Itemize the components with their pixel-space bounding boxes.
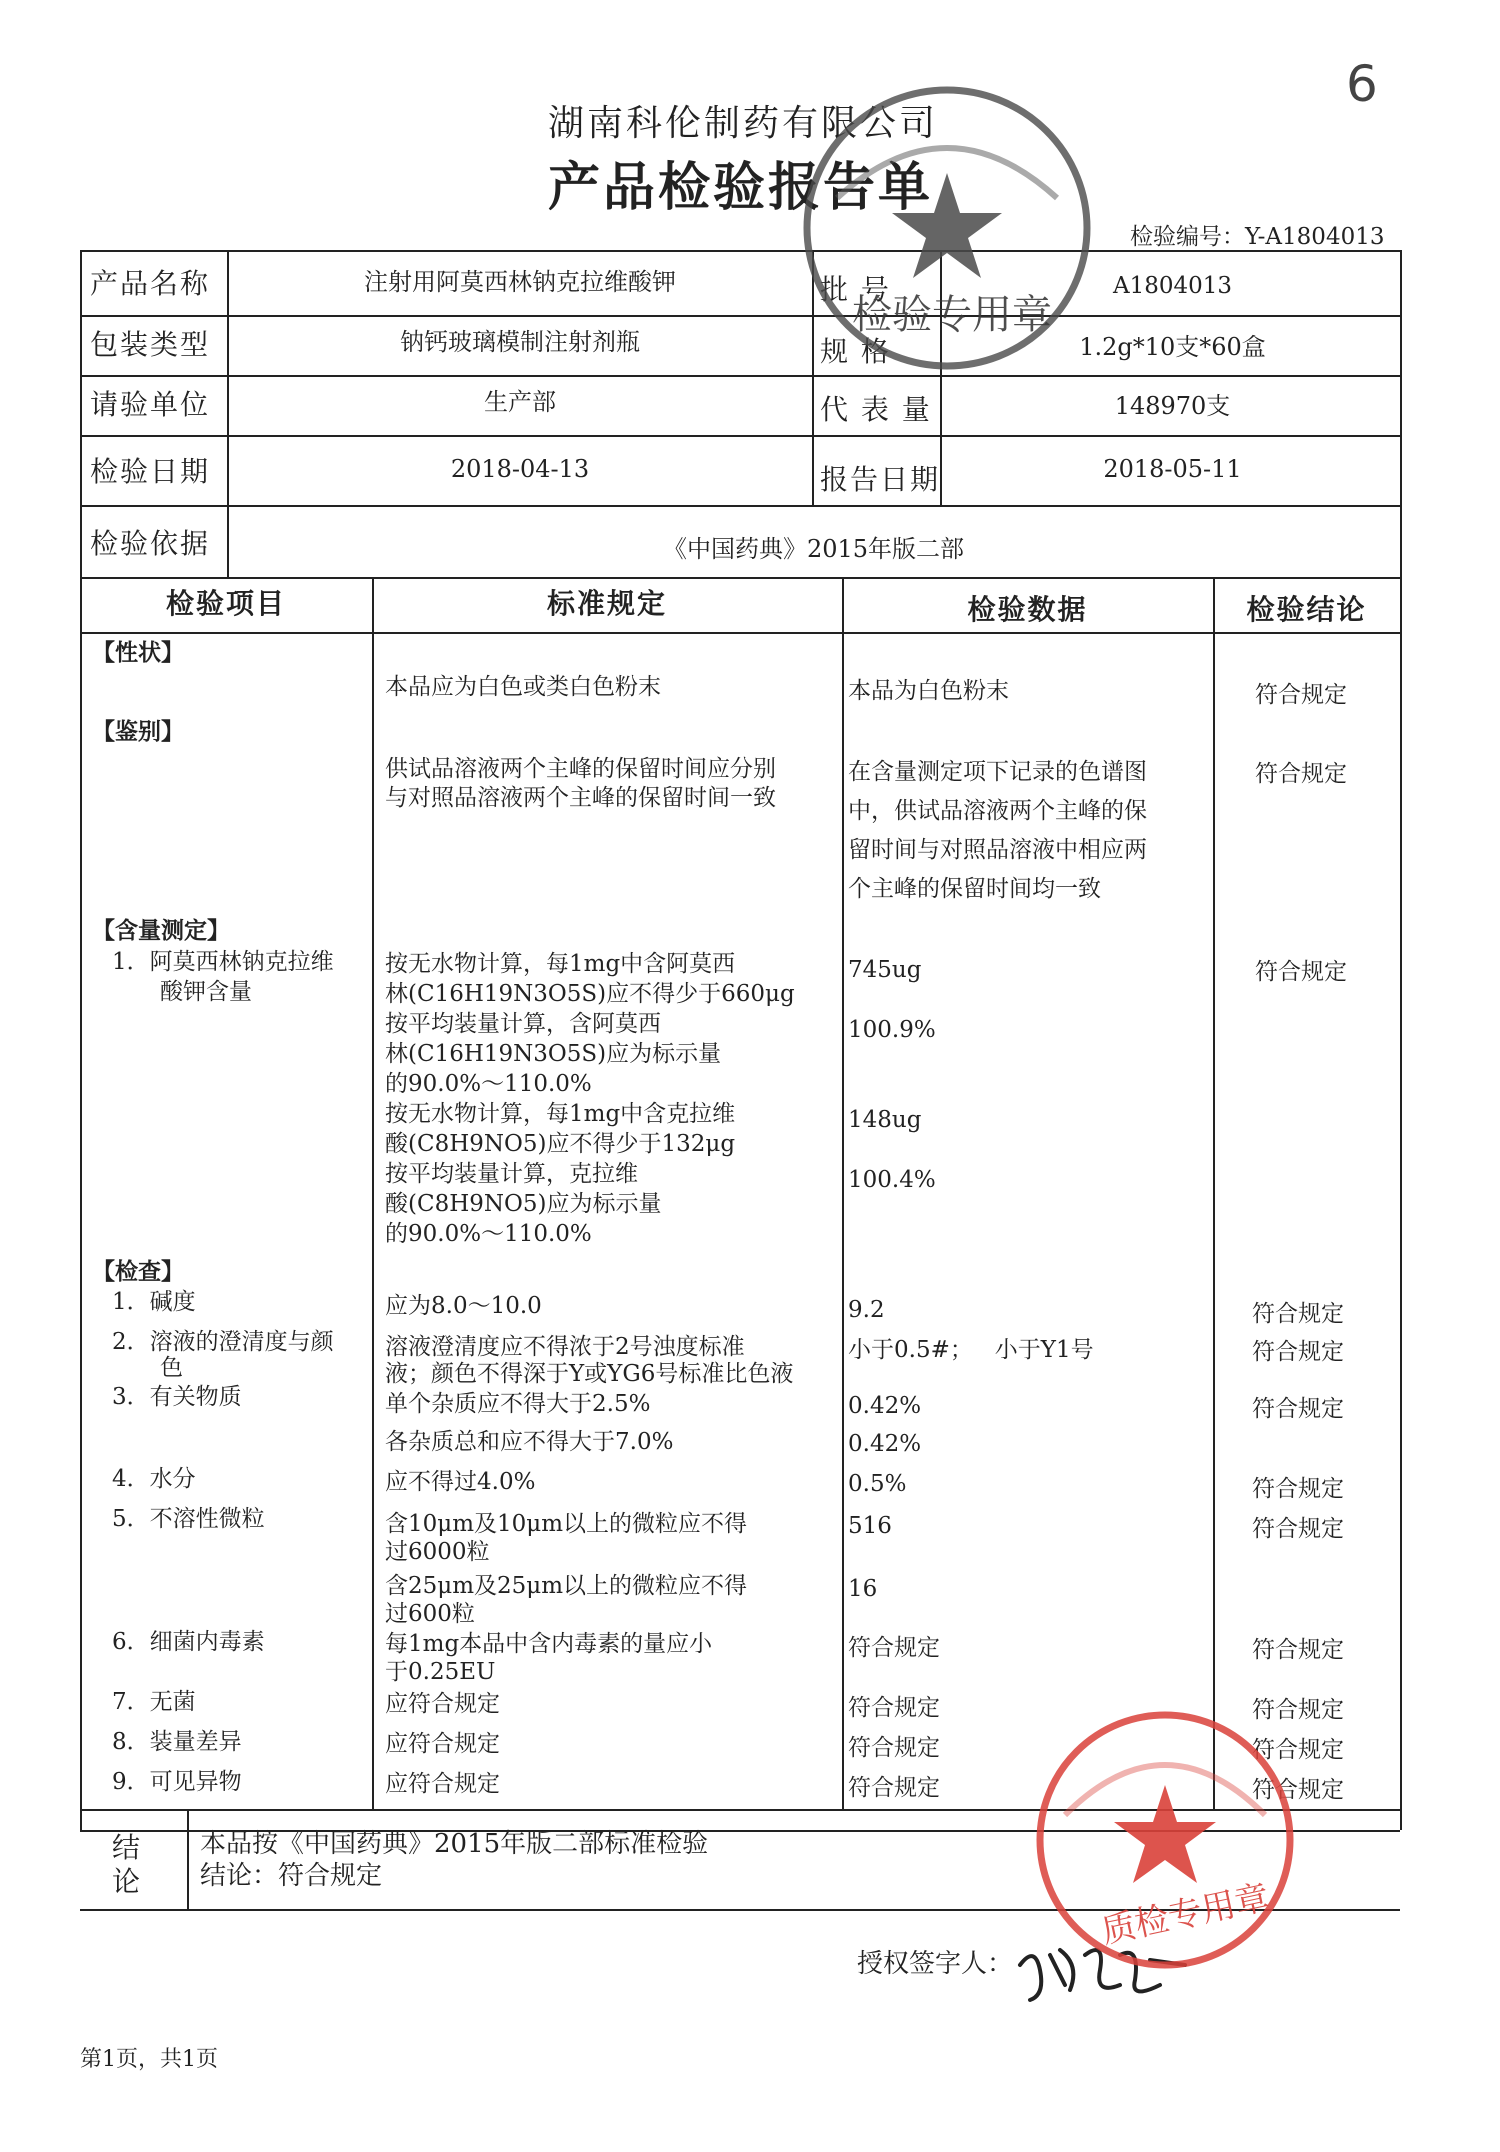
test-date-label: 检验日期 [90,455,211,488]
check-data: 符合规定 [848,1775,940,1801]
check-result: 符合规定 [1252,1777,1344,1803]
check-item: 色 [160,1355,183,1381]
identification-data-line: 个主峰的保留时间均一致 [848,876,1101,902]
requester-label: 请验单位 [90,388,211,421]
batch-label: 批 号 [820,273,891,306]
report-number [1130,218,1384,251]
check-data: 符合规定 [848,1695,940,1721]
section-assay: 【含量测定】 [92,917,230,944]
section-checks: 【检查】 [92,1258,184,1285]
assay-result: 符合规定 [1255,959,1347,985]
product-name-label: 产品名称 [90,267,211,300]
section-character: 【性状】 [92,639,184,666]
check-standard: 应符合规定 [385,1771,500,1797]
package-type: 钠钙玻璃模制注射剂瓶 [400,328,640,356]
page-title: 产品检验报告单 [548,157,934,218]
check-item: 2．溶液的澄清度与颜 [112,1329,334,1355]
section-identification: 【鉴别】 [92,718,184,745]
representative-quantity: 148970支 [1114,392,1231,420]
check-item: 3．有关物质 [112,1384,242,1410]
check-item: 6．细菌内毒素 [112,1629,265,1655]
check-item: 4．水分 [112,1466,196,1492]
report-number-value: Y-A1804013 [1245,224,1385,250]
product-name: 注射用阿莫西林钠克拉维酸钾 [364,268,676,296]
assay-data-value: 148ug [848,1107,922,1133]
identification-data-line: 在含量测定项下记录的色谱图 [848,759,1147,785]
check-data: 516 [848,1513,892,1539]
check-standard: 单个杂质应不得大于2.5% [385,1391,651,1417]
identification-standard-line: 与对照品溶液两个主峰的保留时间一致 [385,785,776,811]
check-result: 符合规定 [1252,1339,1344,1365]
check-standard: 应为8.0～10.0 [385,1293,542,1319]
check-standard: 各杂质总和应不得大于7.0% [385,1429,674,1455]
quantity-label: 代 表 量 [820,393,932,426]
svg-text:检验专用章: 检验专用章 [852,292,1052,338]
check-result: 符合规定 [1252,1396,1344,1422]
character-data: 本品为白色粉末 [848,678,1009,704]
check-result: 符合规定 [1252,1476,1344,1502]
check-standard: 含25μm及25μm以上的微粒应不得 [385,1573,748,1599]
report-date-label: 报告日期 [820,463,941,496]
test-basis: 《中国药典》2015年版二部 [662,535,965,563]
column-header-result: 检验结论 [1246,593,1367,626]
check-data: 符合规定 [848,1735,940,1761]
company-inspection-seal [792,78,1102,378]
assay-standard-line: 林(C16H19N3O5S)应不得少于660μg [385,981,795,1007]
assay-standard-line: 按无水物计算，每1mg中含克拉维 [385,1101,736,1127]
conclusion-text: 本品按《中国药典》2015年版二部标准检验 [200,1829,709,1859]
check-data: 0.42% [848,1431,922,1457]
spec-label: 规 格 [820,335,891,368]
check-data: 符合规定 [848,1635,940,1661]
assay-standard-line: 林(C16H19N3O5S)应为标示量 [385,1041,722,1067]
identification-result: 符合规定 [1255,761,1347,787]
character-standard: 本品应为白色或类白色粉末 [385,674,661,700]
column-header-data: 检验数据 [967,593,1088,626]
column-header-standard: 标准规定 [546,587,667,620]
assay-standard-line: 的90.0%～110.0% [385,1221,592,1247]
handwritten-page-marker: 6 [1346,55,1378,113]
check-standard: 溶液澄清度应不得浓于2号浊度标准 [385,1334,745,1360]
check-result: 符合规定 [1252,1697,1344,1723]
basis-label: 检验依据 [90,527,211,560]
column-header-item: 检验项目 [165,587,286,620]
assay-data-value: 745ug [848,957,922,983]
check-data: 9.2 [848,1297,885,1323]
character-result: 符合规定 [1255,682,1347,708]
conclusion-text: 结论：符合规定 [200,1861,383,1891]
check-standard: 每1mg本品中含内毒素的量应小 [385,1631,713,1657]
requester: 生产部 [484,388,556,416]
check-standard: 液；颜色不得深于Y或YG6号标准比色液 [385,1361,794,1387]
check-standard: 应符合规定 [385,1691,500,1717]
check-result: 符合规定 [1252,1637,1344,1663]
check-data: 小于0.5#； 小于Y1号 [848,1337,1094,1363]
assay-standard-line: 酸(C8H9NO5)应不得少于132μg [385,1131,736,1157]
package-type-label: 包装类型 [90,328,211,361]
assay-standard-line: 按无水物计算，每1mg中含阿莫西 [385,951,736,977]
test-date: 2018-04-13 [450,455,590,483]
identification-data-line: 留时间与对照品溶液中相应两 [848,837,1147,863]
check-data: 16 [848,1576,878,1602]
check-result: 符合规定 [1252,1737,1344,1763]
check-item: 5．不溶性微粒 [112,1506,265,1532]
specification: 1.2g*10支*60盒 [1079,333,1266,361]
assay-standard-line: 按平均装量计算，含阿莫西 [385,1011,661,1037]
assay-standard-line: 酸(C8H9NO5)应为标示量 [385,1191,662,1217]
assay-standard-line: 的90.0%～110.0% [385,1071,592,1097]
identification-data-line: 中，供试品溶液两个主峰的保 [848,798,1147,824]
report-date: 2018-05-11 [1103,455,1242,483]
conclusion-label: 论 [112,1865,143,1898]
conclusion-label: 结 [112,1831,143,1864]
check-data: 0.5% [848,1471,907,1497]
check-standard: 过6000粒 [385,1539,490,1565]
check-standard: 应符合规定 [385,1731,500,1757]
check-standard: 应不得过4.0% [385,1469,536,1495]
qa-red-seal [1030,1705,1300,1975]
check-item: 9．可见异物 [112,1769,242,1795]
check-result: 符合规定 [1252,1516,1344,1542]
assay-standard-line: 按平均装量计算，克拉维 [385,1161,638,1187]
check-item: 7．无菌 [112,1689,196,1715]
svg-text:质检专用章: 质检专用章 [1098,1877,1273,1952]
assay-data-value: 100.4% [848,1167,936,1193]
check-data: 0.42% [848,1393,922,1419]
assay-data-value: 100.9% [848,1017,936,1043]
assay-item-line: 酸钾含量 [160,979,252,1005]
signature-label: 授权签字人： [857,1949,1014,1979]
check-standard: 过600粒 [385,1601,475,1627]
check-result: 符合规定 [1252,1301,1344,1327]
assay-item-line: 1．阿莫西林钠克拉维 [112,949,334,975]
check-item: 8．装量差异 [112,1729,242,1755]
check-item: 1．碱度 [112,1289,196,1315]
identification-standard-line: 供试品溶液两个主峰的保留时间应分别 [385,756,776,782]
check-standard: 于0.25EU [385,1659,496,1685]
batch-number: A1804013 [1112,273,1233,299]
page-number: 第1页，共1页 [80,2047,218,2072]
check-standard: 含10μm及10μm以上的微粒应不得 [385,1511,748,1537]
company-name: 湖南科伦制药有限公司 [548,103,939,144]
report-number-label: 检验编号： [1130,224,1245,250]
